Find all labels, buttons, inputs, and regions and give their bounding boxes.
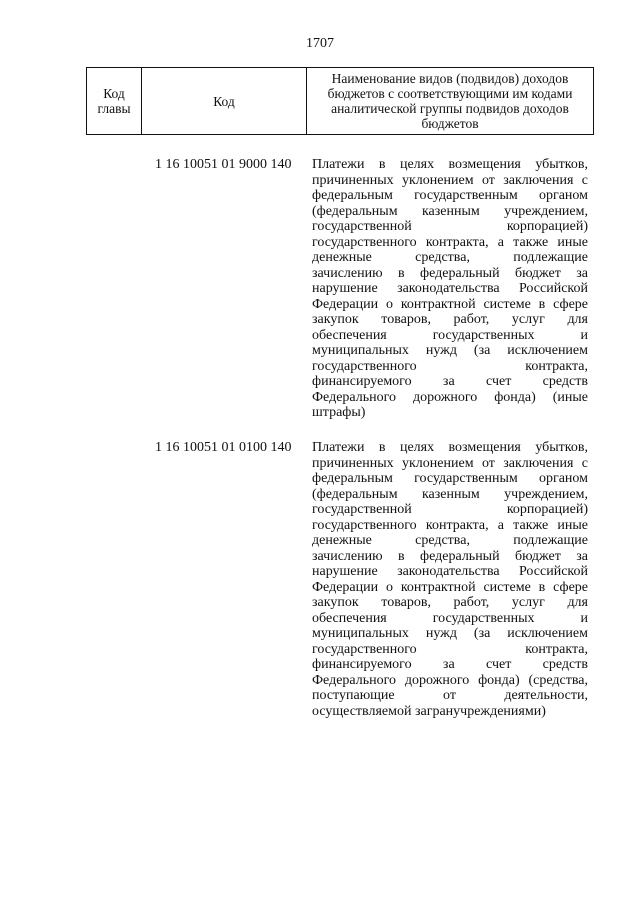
header-revenue-name: Наименование видов (подвидов) доходов бюджетов с соответствующими им кодами аналитической группы подвидов доходов бюджетов (327, 71, 573, 131)
page-number: 1707 (306, 36, 334, 51)
table-header (86, 67, 594, 135)
revenue-code: 1 16 10051 01 9000 140 (155, 157, 292, 172)
description-line: зачислению в федеральный бюджет за (312, 265, 588, 281)
description-line: денежные средства, подлежащие (312, 533, 588, 548)
description-line: (федеральным казенным учреждением, (312, 486, 588, 502)
description-line: государственного контракта, (312, 358, 588, 374)
description-line: (федеральным казенным учреждением, (312, 203, 588, 219)
description-line: федеральным государственным органом (312, 471, 588, 486)
description-line: государственного контракта, (312, 641, 588, 657)
description-line: муниципальных нужд (за исключением (312, 343, 588, 358)
revenue-description (312, 440, 588, 719)
description-line: Платежи в целях возмещения убытков, (312, 440, 588, 455)
header-chapter-code: Код главы (87, 68, 142, 134)
description-line: финансируемого за счет средств (312, 657, 588, 672)
header-code: Код (142, 68, 307, 134)
description-line: государственного контракта, а также иные (312, 234, 588, 250)
description-line: осуществляемой загранучреждениями) (312, 703, 546, 719)
description-line: Федерации о контрактной системе в сфере (312, 296, 588, 312)
description-line: государственной корпорацией) (312, 502, 588, 517)
description-line: государственной корпорацией) (312, 219, 588, 234)
description-line: зачислению в федеральный бюджет за (312, 548, 588, 564)
description-line: Федерального дорожного фонда) (иные (312, 389, 588, 405)
description-line: муниципальных нужд (за исключением (312, 626, 588, 641)
description-line: причиненных уклонением от заключения с (312, 172, 588, 188)
description-line: нарушение законодательства Российской (312, 564, 588, 579)
description-line: денежные средства, подлежащие (312, 250, 588, 265)
revenue-description (312, 157, 588, 421)
description-line: закупок товаров, работ, услуг для (312, 595, 588, 610)
description-line: обеспечения государственных и (312, 327, 588, 343)
description-line: Платежи в целях возмещения убытков, (312, 157, 588, 172)
description-line: закупок товаров, работ, услуг для (312, 312, 588, 327)
description-line: федеральным государственным органом (312, 188, 588, 203)
description-line: Федерального дорожного фонда) (средства, (312, 672, 588, 688)
description-line: обеспечения государственных и (312, 610, 588, 626)
description-line: финансируемого за счет средств (312, 374, 588, 389)
description-line: Федерации о контрактной системе в сфере (312, 579, 588, 595)
description-line: нарушение законодательства Российской (312, 281, 588, 296)
description-line: причиненных уклонением от заключения с (312, 455, 588, 471)
revenue-code: 1 16 10051 01 0100 140 (155, 440, 292, 455)
description-line: поступающие от деятельности, (312, 688, 588, 703)
description-line: государственного контракта, а также иные (312, 517, 588, 533)
description-line: штрафы) (312, 405, 366, 420)
